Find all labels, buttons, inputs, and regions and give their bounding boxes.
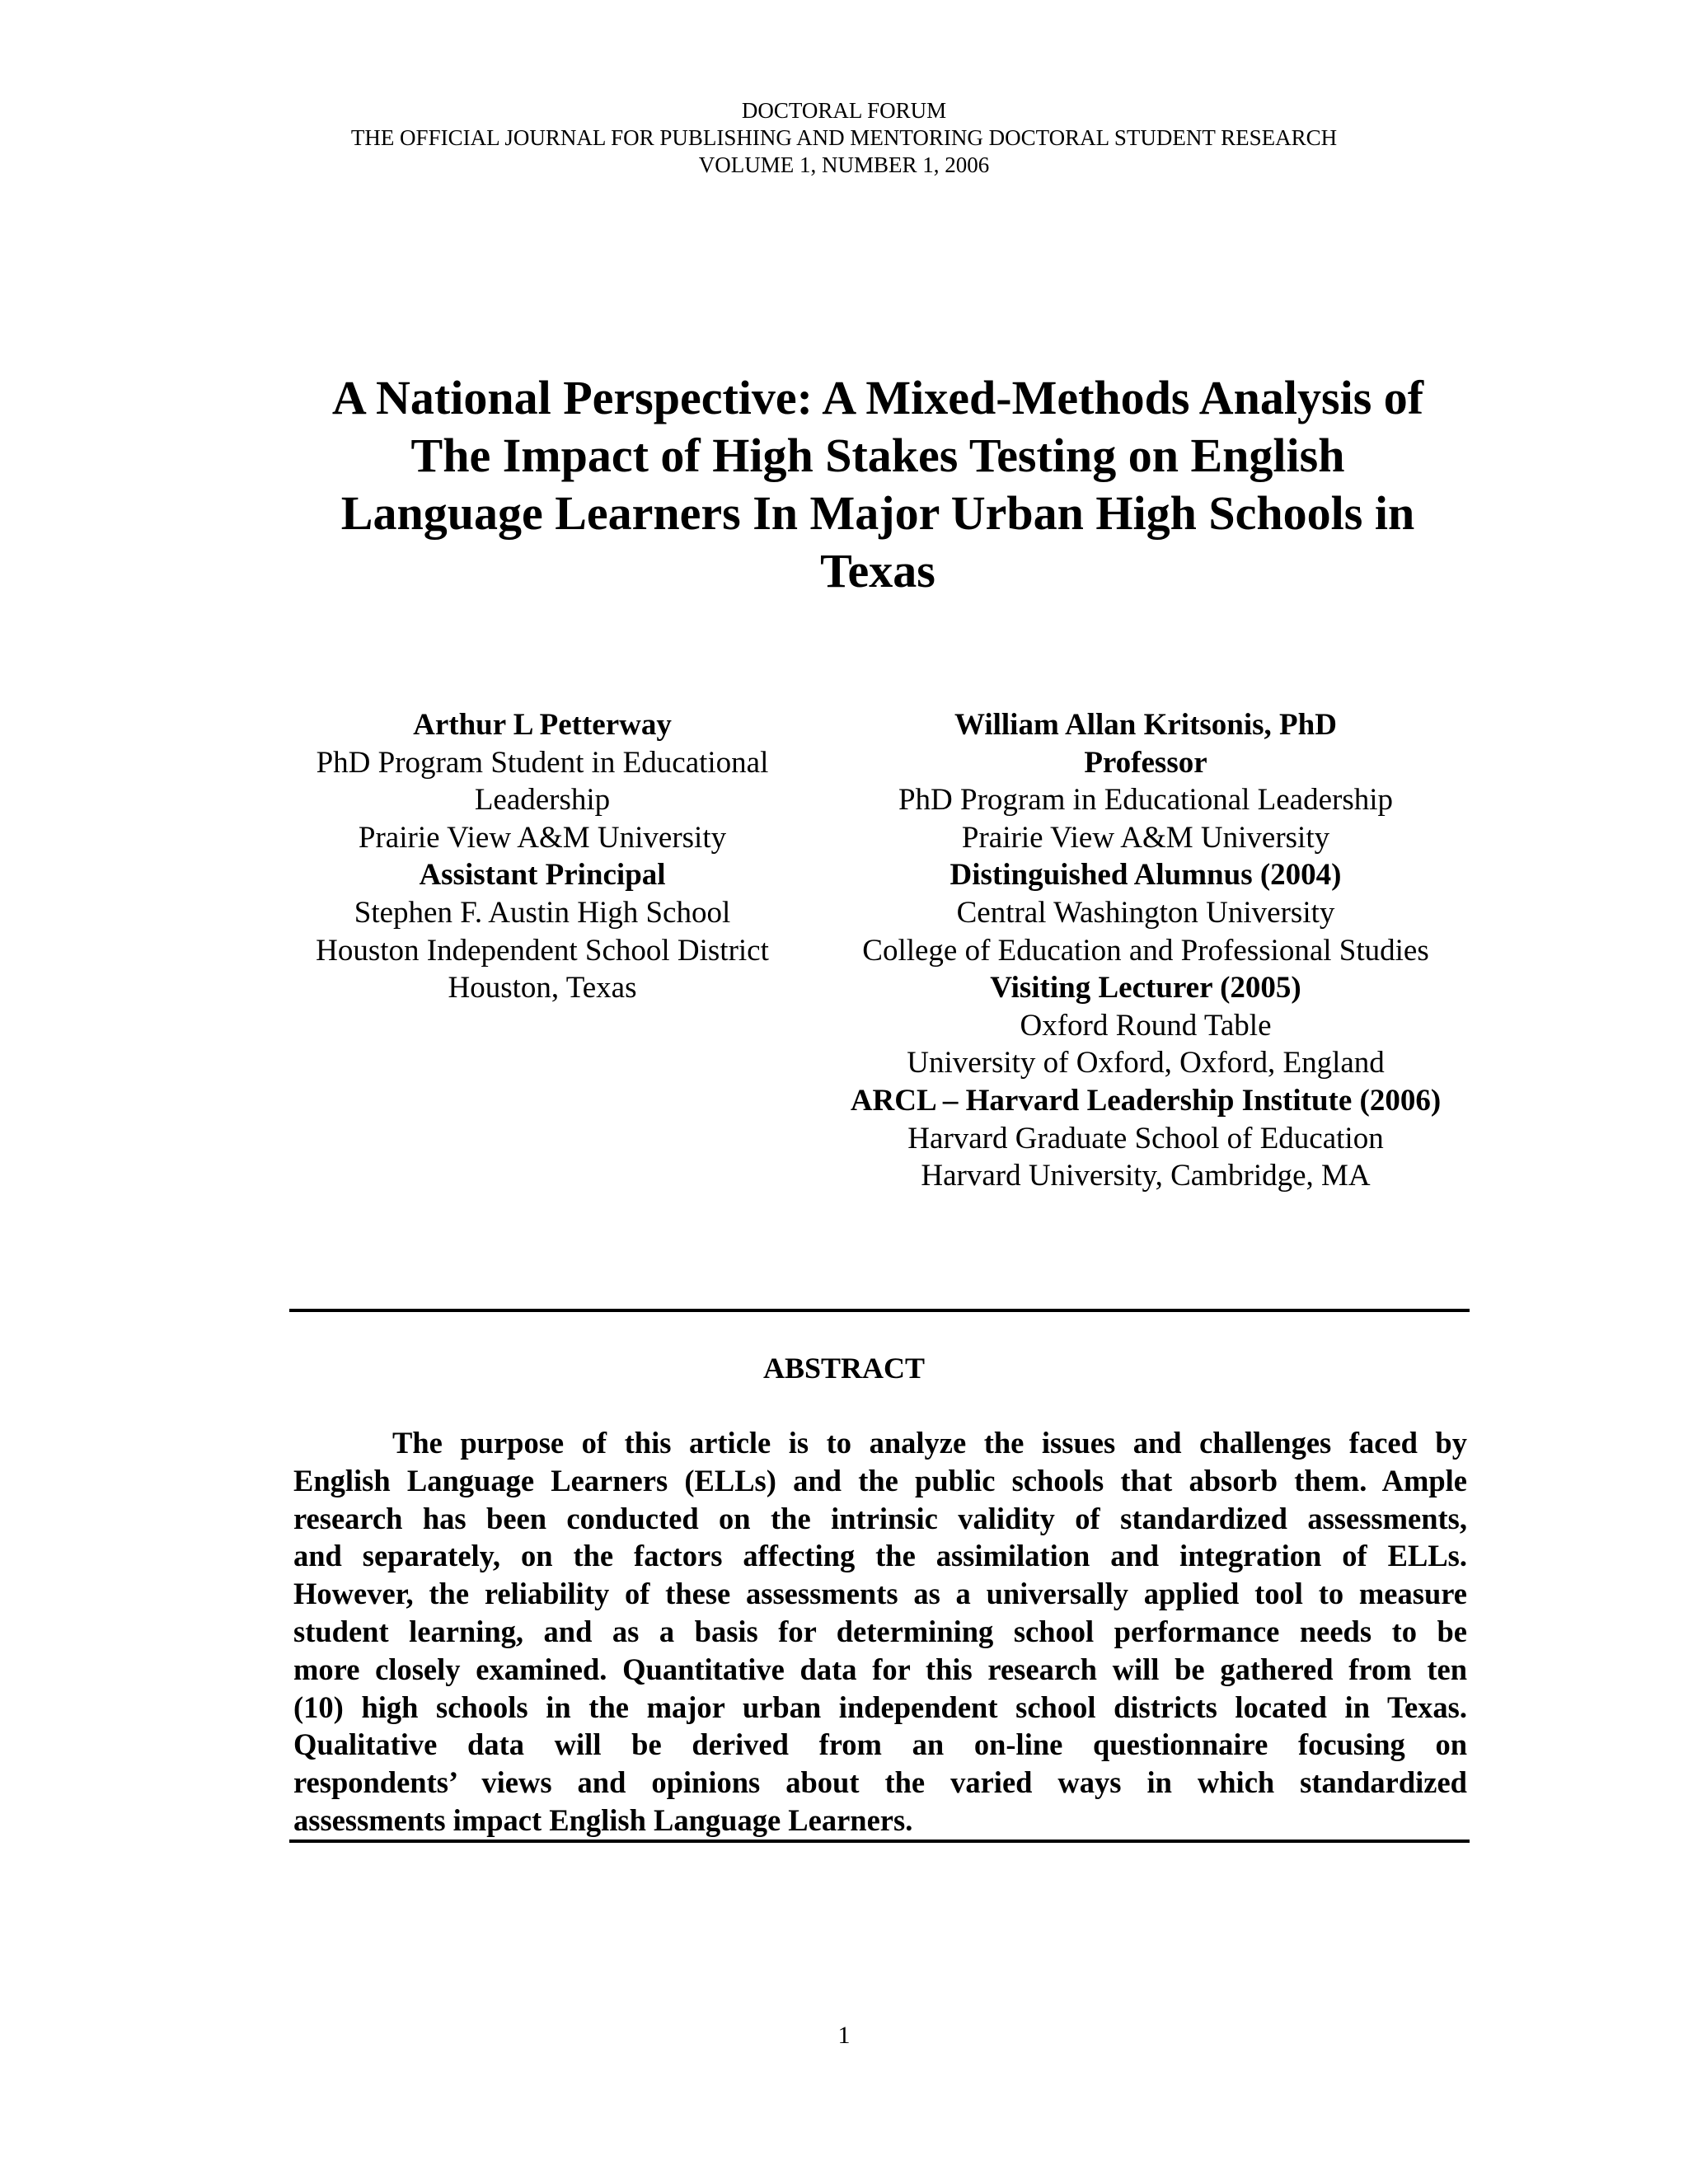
title-line: The Impact of High Stakes Testing on English (410, 429, 1345, 482)
author-block-kritsonis (824, 706, 1467, 1195)
abstract-line: assessments impact English Language Learners. (293, 1802, 913, 1837)
abstract-line: more closely examined. Quantitative data for this research will be gathered from ten (293, 1652, 1467, 1686)
abstract-line: (10) high schools in the major urban independent school districts located in Texas. (293, 1690, 1467, 1724)
page-number: 1 (837, 2022, 851, 2049)
author-affiliation-line: Prairie View A&M University (358, 820, 727, 855)
author-affiliation-line: Stephen F. Austin High School (354, 895, 731, 930)
author-affiliation-line: Harvard Graduate School of Education (907, 1121, 1384, 1155)
divider-rule-bottom (289, 1840, 1470, 1843)
author-affiliation-line: Oxford Round Table (1020, 1008, 1272, 1043)
abstract-line: However, the reliability of these assessments as a universally applied tool to measure (293, 1577, 1467, 1611)
author-name: William Allan Kritsonis, PhD (954, 708, 1337, 742)
abstract-line: research has been conducted on the intrinsic validity of standardized assessments, (293, 1501, 1467, 1535)
title-line: Texas (820, 544, 935, 598)
author-affiliation-line: PhD Program in Educational Leadership (898, 783, 1394, 818)
abstract-line: and separately, on the factors affecting the assimilation and integration of ELLs. (293, 1539, 1467, 1573)
abstract-line: student learning, and as a basis for determining school performance needs to be (293, 1614, 1467, 1648)
author-affiliation-line: University of Oxford, Oxford, England (907, 1046, 1385, 1080)
journal-name: DOCTORAL FORUM (741, 98, 947, 123)
title-line: A National Perspective: A Mixed-Methods Analysis of (331, 371, 1424, 424)
author-affiliation-line: Houston, Texas (448, 971, 637, 1005)
author-affiliation-line: Leadership (474, 783, 611, 818)
journal-header (0, 97, 1688, 179)
author-affiliation-line: College of Education and Professional Studies (862, 933, 1429, 968)
author-role: Visiting Lecturer (2005) (990, 971, 1301, 1005)
abstract-line: respondents’ views and opinions about the varied ways in which standardized (293, 1765, 1467, 1800)
author-name: Arthur L Petterway (413, 708, 672, 742)
abstract-body (293, 1424, 1467, 1840)
abstract-line: English Language Learners (ELLs) and the public schools that absorb them. Ample (293, 1463, 1467, 1497)
article-title (206, 369, 1550, 600)
abstract-heading: ABSTRACT (762, 1352, 926, 1385)
author-affiliation-line: Prairie View A&M University (961, 820, 1330, 855)
author-affiliation-line: Central Washington University (956, 895, 1335, 930)
author-block-petterway (295, 706, 790, 1007)
author-role: Professor (1084, 745, 1207, 780)
abstract-line: The purpose of this article is to analyze the issues and challenges faced by (392, 1426, 1467, 1460)
author-affiliation-line: Harvard University, Cambridge, MA (921, 1159, 1371, 1193)
author-role: Assistant Principal (419, 858, 666, 893)
journal-volume: VOLUME 1, NUMBER 1, 2006 (698, 152, 990, 177)
author-affiliation-line: PhD Program Student in Educational (316, 745, 769, 780)
journal-subtitle: THE OFFICIAL JOURNAL FOR PUBLISHING AND MENTORING DOCTORAL STUDENT RESEARCH (350, 125, 1338, 150)
author-affiliation-line: Houston Independent School District (316, 933, 769, 968)
author-role: ARCL – Harvard Leadership Institute (2006) (850, 1083, 1442, 1118)
divider-rule-top (289, 1309, 1470, 1312)
abstract-line: Qualitative data will be derived from an on-line questionnaire focusing on (293, 1727, 1467, 1762)
author-role: Distinguished Alumnus (2004) (950, 858, 1342, 893)
title-line: Language Learners In Major Urban High Schools in (340, 486, 1415, 540)
